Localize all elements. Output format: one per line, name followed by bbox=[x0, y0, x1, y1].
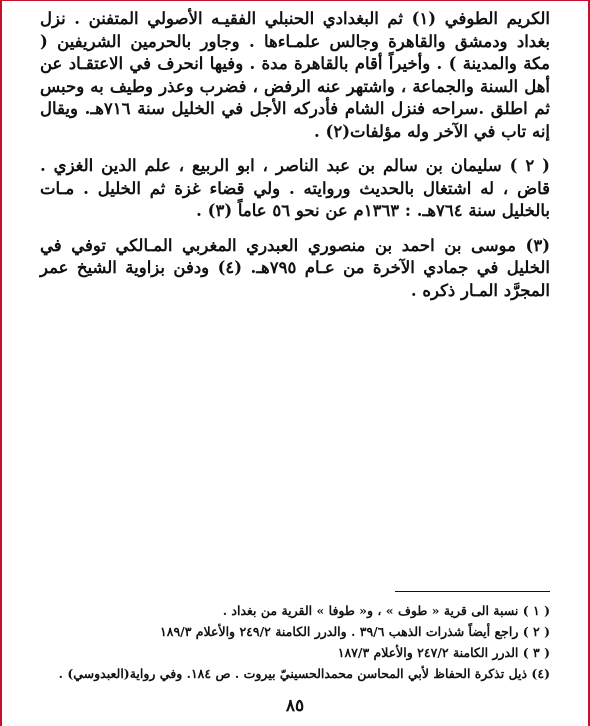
paragraph-note-3-musa: (٣) موسى بن احمد بن منصوري العبدري المغربي المـالكي توفي في الخليل في جمادي الآخرة من عـام ٧٩٥هـ. (٤) ودفن بزاوية الشيخ عمر المجرَّد المـار ذكره . bbox=[40, 235, 550, 300]
footnote-separator bbox=[395, 591, 550, 592]
paragraph-note-2-sulayman: ( ٢ ) سليمان بن سالم بن عبد الناصر ، ابو الربيع ، علم الدين الغزي . قاض ، له اشتغال بالحديث وروايته . ولي قضاء غزة ثم الخليل . مـات بالخليل سنة ٧٦٤هـ. : ١٣٦٣م عن نحو ٥٦ عاماً (٣) . bbox=[40, 156, 550, 220]
footnotes bbox=[40, 600, 550, 684]
footnote-1: ( ١ ) نسبة الى قرية « طوف » ، و« طوفا » القرية من بغداد . bbox=[222, 603, 550, 618]
footnote-4: (٤) ذيل تذكرة الحفاظ لأبي المحاسن محمدالحسينيّ بيروت . ص ١٨٤. وفي رواية(العبدوسي) . bbox=[58, 666, 550, 681]
main-text bbox=[40, 8, 550, 302]
page-number: ٨٥ bbox=[285, 696, 305, 716]
footnote-3: ( ٣ ) الدرر الكامنة ٢٤٧/٢ والأعلام ١٨٧/٣ bbox=[337, 645, 550, 660]
footnote-2: ( ٢ ) راجع أيضاً شذرات الذهب ٣٩/٦ . والدرر الكامنة ٢٤٩/٢ والأعلام ١٨٩/٣ bbox=[160, 624, 550, 639]
book-page bbox=[40, 8, 550, 718]
paragraph-tufi-bio: الكريم الطوفي (١) ثم البغدادي الحنبلي الفقيـه الأصولي المتفنن . نزل بغداد ودمشق والقاهرة وجالس علمـاءها . وجاور بالحرمين الشريفين ( مكة والمدينة ) . وأخيراً أقام بالقاهرة مدة . وفيها انحرف في الاعتقـاد عن أهل السنة والجماعة ، واشتهر عنه الرفض ، فضرب وعذر وطيف به وحبس ثم اطلق .سراحه فنزل الشام فأدركه الأجل في الخليل سنة ٧١٦هـ. ويقال إنه تاب في الآخر وله مؤلفات(٢) . bbox=[40, 9, 551, 141]
